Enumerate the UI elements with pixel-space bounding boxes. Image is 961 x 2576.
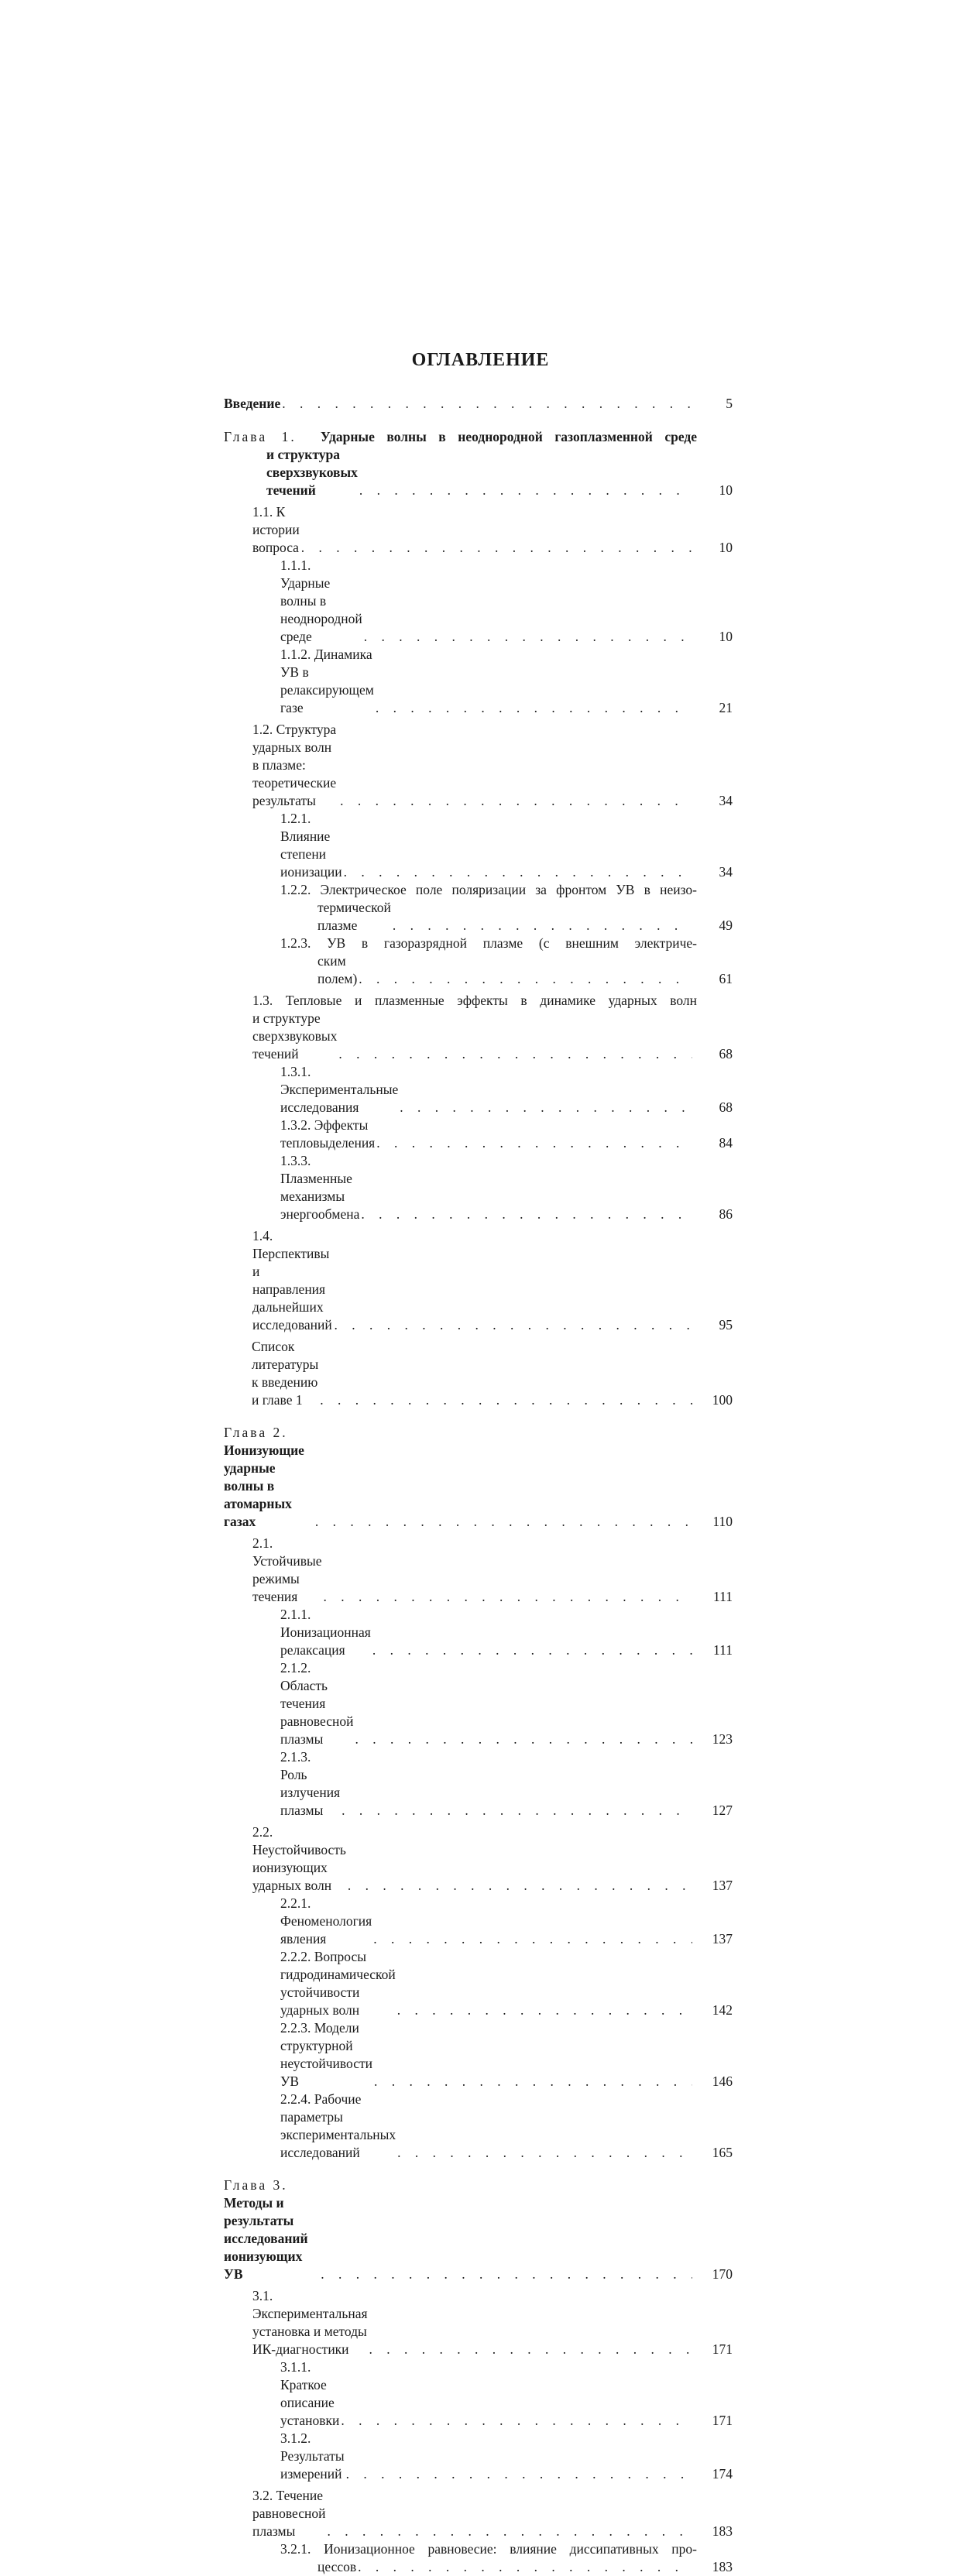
toc-entry-1-2-1[interactable] (224, 810, 733, 881)
toc-entry-label: 1.1.1. Ударные волны в неоднородной среде (280, 557, 362, 644)
toc-page-number: 183 (712, 2523, 733, 2539)
page-title: ОГЛАВЛЕНИЕ (411, 350, 550, 370)
dot-leader (359, 482, 692, 499)
toc-entry-label-line1: 1.2.3. УВ в газоразрядной плазме (с внешним электриче- (280, 935, 697, 951)
toc-entry-1-4[interactable] (224, 1227, 733, 1334)
toc-page-number: 86 (719, 1206, 733, 1222)
toc-entry-3-2[interactable] (224, 2487, 733, 2540)
toc-chapter-2[interactable] (224, 1424, 733, 1531)
toc-entry-2-2[interactable] (224, 1823, 733, 1895)
toc-entry-label: 3.1.1. Краткое описание установки (280, 2359, 340, 2428)
toc-entry-label: 2.1. Устойчивые режимы течения (252, 1535, 322, 1604)
toc-entry-label: 3.2. Течение равновесной плазмы (252, 2488, 326, 2539)
dot-leader (341, 2412, 692, 2430)
table-of-contents (224, 395, 733, 2576)
toc-page-number: 49 (719, 918, 733, 933)
toc-entry-3-1[interactable] (224, 2287, 733, 2358)
toc-page-number: 111 (713, 1589, 733, 1604)
toc-entry-2-2-2[interactable] (224, 1948, 733, 2019)
toc-page-number: 165 (712, 2145, 733, 2160)
toc-entry-1-2-2[interactable] (224, 881, 733, 935)
toc-entry-1-1-1[interactable] (224, 557, 733, 646)
dot-leader (344, 863, 692, 881)
toc-entry-label-line2: цессов (317, 2559, 357, 2574)
dot-leader (359, 970, 692, 988)
toc-entry-label-line1: 1.2.2. Электрическое поле поляризации за фронтом УВ в неизо- (280, 882, 697, 897)
dot-leader (355, 1730, 693, 1748)
chapter-title: Ионизующие ударные волны в атомарных газах (224, 1442, 304, 1529)
toc-page-number: 123 (712, 1731, 733, 1747)
toc-page-number: 171 (712, 2413, 733, 2428)
toc-entry-2-1-1[interactable] (224, 1606, 733, 1659)
toc-entry-2-1-2[interactable] (224, 1659, 733, 1748)
toc-page-number: 174 (712, 2466, 733, 2482)
toc-entry-3-2-1[interactable] (224, 2540, 733, 2576)
dot-leader (301, 539, 692, 557)
toc-entry-introduction[interactable] (224, 395, 733, 413)
toc-entry-label: 1.4. Перспективы и направления дальнейших исследований (252, 1228, 332, 1333)
toc-entry-1-1-2[interactable] (224, 646, 733, 717)
toc-entry-label: 2.2.1. Феноменология явления (280, 1895, 372, 1947)
dot-leader (369, 2341, 692, 2358)
chapter-title: Методы и результаты исследований ионизующих УВ (224, 2195, 308, 2282)
toc-entry-label: 2.1.3. Роль излучения плазмы (280, 1749, 341, 1818)
toc-page-number: 110 (712, 1514, 733, 1529)
chapter-title-line2: и структура сверхзвуковых течений (266, 447, 358, 498)
toc-entry-1-3-1[interactable] (224, 1063, 733, 1116)
toc-entry-label: 2.2.2. Вопросы гидродинамической устойчивости ударных волн (280, 1949, 396, 2018)
toc-entry-label: 2.2.3. Модели структурной неустойчивости УВ (280, 2020, 373, 2089)
toc-page-number: 183 (712, 2559, 733, 2574)
toc-page-number: 21 (719, 700, 733, 715)
toc-entry-label-line1: 3.2.1. Ионизационное равновесие: влияние диссипативных про- (280, 2541, 697, 2557)
toc-page-number: 5 (726, 396, 733, 411)
toc-entry-label: Введение (224, 396, 281, 411)
toc-entry-label-line2: термической плазме (317, 900, 391, 933)
toc-entry-label: 1.2.1. Влияние степени ионизации (280, 811, 342, 880)
toc-entry-label: 1.3.1. Экспериментальные исследования (280, 1064, 399, 1115)
dot-leader (373, 1930, 692, 1948)
toc-entry-1-3[interactable] (224, 992, 733, 1063)
toc-page-number: 34 (719, 793, 733, 808)
toc-page-number: 84 (719, 1135, 733, 1151)
toc-entry-1-2-3[interactable] (224, 935, 733, 988)
toc-page-number: 10 (719, 482, 733, 498)
toc-page-number: 171 (712, 2341, 733, 2357)
toc-entry-label: 2.1.2. Область течения равновесной плазмы (280, 1660, 354, 1747)
dot-leader (282, 395, 692, 413)
toc-entry-label: 1.3.2. Эффекты тепловыделения (280, 1117, 376, 1151)
toc-page-number: 10 (719, 629, 733, 644)
dot-leader (315, 1513, 692, 1531)
toc-chapter-3[interactable] (224, 2176, 733, 2283)
toc-entry-1-3-2[interactable] (224, 1116, 733, 1152)
chapter-prefix: Глава 2. (224, 1425, 288, 1440)
toc-entry-label: 2.1.1. Ионизационная релаксация (280, 1607, 371, 1658)
chapter-prefix: Глава 1. (224, 429, 297, 444)
toc-entry-3-1-2[interactable] (224, 2430, 733, 2483)
toc-entry-2-1[interactable] (224, 1535, 733, 1606)
dot-leader (324, 1588, 692, 1606)
toc-entry-label: 2.2.4. Рабочие параметры экспериментальных исследований (280, 2091, 396, 2160)
toc-entry-2-1-3[interactable] (224, 1748, 733, 1820)
dot-leader (376, 699, 692, 717)
toc-entry-3-1-1[interactable] (224, 2358, 733, 2430)
dot-leader (334, 1316, 692, 1334)
dot-leader (346, 2465, 692, 2483)
toc-page-number: 137 (712, 1931, 733, 1947)
toc-entry-label: 3.1.2. Результаты измерений (280, 2430, 345, 2482)
dot-leader (397, 2001, 692, 2019)
dot-leader (361, 1206, 692, 1223)
toc-page-number: 137 (712, 1878, 733, 1893)
toc-page-number: 95 (719, 1317, 733, 1333)
dot-leader (372, 1641, 692, 1659)
dot-leader (321, 2266, 692, 2283)
toc-page-number: 146 (712, 2073, 733, 2089)
chapter-title-line1: Ударные волны в неоднородной газоплазменной среде (320, 429, 698, 444)
toc-entry-1-3-3[interactable] (224, 1152, 733, 1223)
toc-chapter-1[interactable] (224, 428, 733, 499)
dot-leader (328, 2523, 692, 2540)
toc-page-number: 10 (719, 540, 733, 555)
toc-entry-label: 1.2. Структура ударных волн в плазме: теоретические результаты (252, 722, 337, 808)
dot-leader (338, 1045, 692, 1063)
toc-chapter-heading (224, 428, 733, 446)
dot-leader (348, 1877, 692, 1895)
toc-page-number: 170 (712, 2266, 733, 2282)
dot-leader (364, 628, 692, 646)
toc-entry-2-2-3[interactable] (224, 2019, 733, 2091)
toc-entry-2-2-1[interactable] (224, 1895, 733, 1948)
dot-leader (397, 2144, 692, 2162)
toc-entry-label-line1: 1.3. Тепловые и плазменные эффекты в динамике ударных волн (252, 993, 697, 1008)
dot-leader (358, 2558, 692, 2576)
dot-leader (393, 917, 692, 935)
toc-entry-label: 1.1.2. Динамика УВ в релаксирующем газе (280, 647, 374, 715)
toc-page-number: 142 (712, 2002, 733, 2018)
dot-leader (400, 1099, 692, 1116)
toc-page-number: 61 (719, 971, 733, 986)
toc-chapter-heading-cont (224, 446, 733, 499)
toc-entry-references-1[interactable] (224, 1338, 733, 1409)
toc-page-number: 68 (719, 1046, 733, 1062)
toc-entry-1-2[interactable] (224, 721, 733, 810)
toc-page-number: 127 (712, 1803, 733, 1818)
toc-entry-label-line2: и структуре сверхзвуковых течений (252, 1010, 338, 1062)
toc-entry-label: Список литературы к введению и главе 1 (252, 1339, 319, 1408)
toc-entry-label-line2: ским полем) (317, 953, 358, 986)
chapter-prefix: Глава 3. (224, 2177, 288, 2193)
toc-page-number: 100 (712, 1392, 733, 1408)
dot-leader (340, 792, 692, 810)
dot-leader (320, 1391, 692, 1409)
dot-leader (341, 1802, 692, 1820)
toc-entry-1-1[interactable] (224, 503, 733, 557)
dot-leader (374, 2073, 692, 2091)
toc-entry-label: 3.1. Экспериментальная установка и методы ИК-диагностики (252, 2288, 368, 2357)
toc-entry-2-2-4[interactable] (224, 2091, 733, 2162)
dot-leader (376, 1134, 692, 1152)
toc-entry-label: 1.1. К истории вопроса (252, 504, 300, 555)
toc-entry-label: 2.2. Неустойчивость ионизующих ударных волн (252, 1824, 346, 1893)
toc-page-number: 34 (719, 864, 733, 880)
toc-page-number: 68 (719, 1099, 733, 1115)
toc-page-number: 111 (713, 1642, 733, 1658)
toc-entry-label: 1.3.3. Плазменные механизмы энергообмена (280, 1153, 360, 1222)
